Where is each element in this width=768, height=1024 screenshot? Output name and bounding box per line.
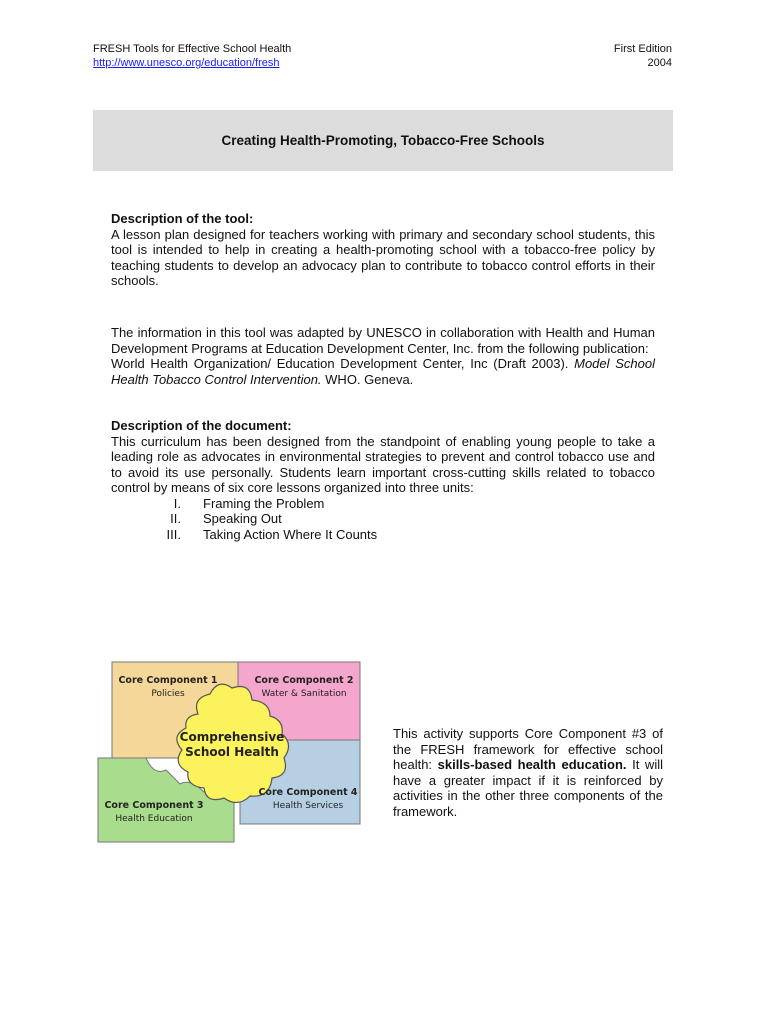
document-description-section xyxy=(111,418,655,542)
unit-number: III. xyxy=(166,526,181,542)
title-banner xyxy=(93,110,673,171)
source-citation xyxy=(111,356,655,387)
tool-description-heading: Description of the tool: xyxy=(111,211,254,226)
document-header-right xyxy=(614,42,672,70)
document-title: Creating Health-Promoting, Tobacco-Free Schools xyxy=(221,133,545,148)
activity-note-pre: This activity supports Core Component #3 of the FRESH framework for effective school health: xyxy=(393,726,663,772)
document-header-left xyxy=(93,42,291,70)
unit-number: II. xyxy=(170,511,181,526)
unit-label: Taking Action Where It Counts xyxy=(203,526,378,542)
fresh-website-link[interactable]: http://www.unesco.org/education/fresh xyxy=(93,57,280,69)
activity-note-emphasis: skills-based health education. xyxy=(437,757,627,772)
edition-year: 2004 xyxy=(647,57,672,69)
document-description-body: This curriculum has been designed from the standpoint of enabling young people to take a leading role as advocates in environmental strategies to prevent and control tobacco use and to avoid its use personally. Students learn important cross-cutting skills related to tobacco control by means of six core lessons organized into three units: xyxy=(111,433,655,495)
source-section xyxy=(111,325,655,387)
activity-note-post: It will have a greater impact if it is reinforced by activities in the other three components of the framework. xyxy=(393,757,663,819)
unit-number: I. xyxy=(173,495,181,511)
core-component-2-subtitle: Water & Sanitation xyxy=(261,689,347,699)
tool-description-section xyxy=(111,211,655,289)
core-component-3-title: Core Component 3 xyxy=(104,800,204,811)
document-description-heading: Description of the document: xyxy=(111,418,292,433)
core-component-2-title: Core Component 2 xyxy=(254,675,354,686)
units-list xyxy=(111,496,655,543)
activity-note xyxy=(393,726,663,819)
center-title-line2: School Health xyxy=(185,745,279,759)
source-body: The information in this tool was adapted by UNESCO in collaboration with Health and Human Development Programs at Education Development Center, Inc. from the following publication: xyxy=(111,325,655,356)
citation-suffix: WHO. Geneva. xyxy=(321,371,414,387)
series-title: FRESH Tools for Effective School Health xyxy=(93,43,292,55)
list-item xyxy=(111,496,655,512)
center-title-line1: Comprehensive xyxy=(179,730,285,744)
citation-title: Model School Health Tobacco Control Intervention. xyxy=(111,356,655,387)
list-item xyxy=(111,511,655,527)
unit-label: Speaking Out xyxy=(203,511,282,526)
tool-description-body: A lesson plan designed for teachers working with primary and secondary school students, this tool is intended to help in creating a health-promoting school with a tobacco-free policy by teaching students to develop an advocacy plan to contribute to tobacco control efforts in their schools. xyxy=(111,226,655,288)
citation-prefix: World Health Organization/ Education Development Center, Inc (Draft 2003). xyxy=(111,356,575,371)
core-component-1-subtitle: Policies xyxy=(151,689,185,699)
core-component-4-subtitle: Health Services xyxy=(272,801,344,811)
list-item xyxy=(111,527,655,543)
edition-label: First Edition xyxy=(613,43,672,55)
core-component-1-title: Core Component 1 xyxy=(118,675,218,686)
core-component-3-subtitle: Health Education xyxy=(115,814,193,824)
core-component-4-title: Core Component 4 xyxy=(258,787,358,798)
unit-label: Framing the Problem xyxy=(203,495,325,511)
core-components-puzzle xyxy=(94,658,366,844)
